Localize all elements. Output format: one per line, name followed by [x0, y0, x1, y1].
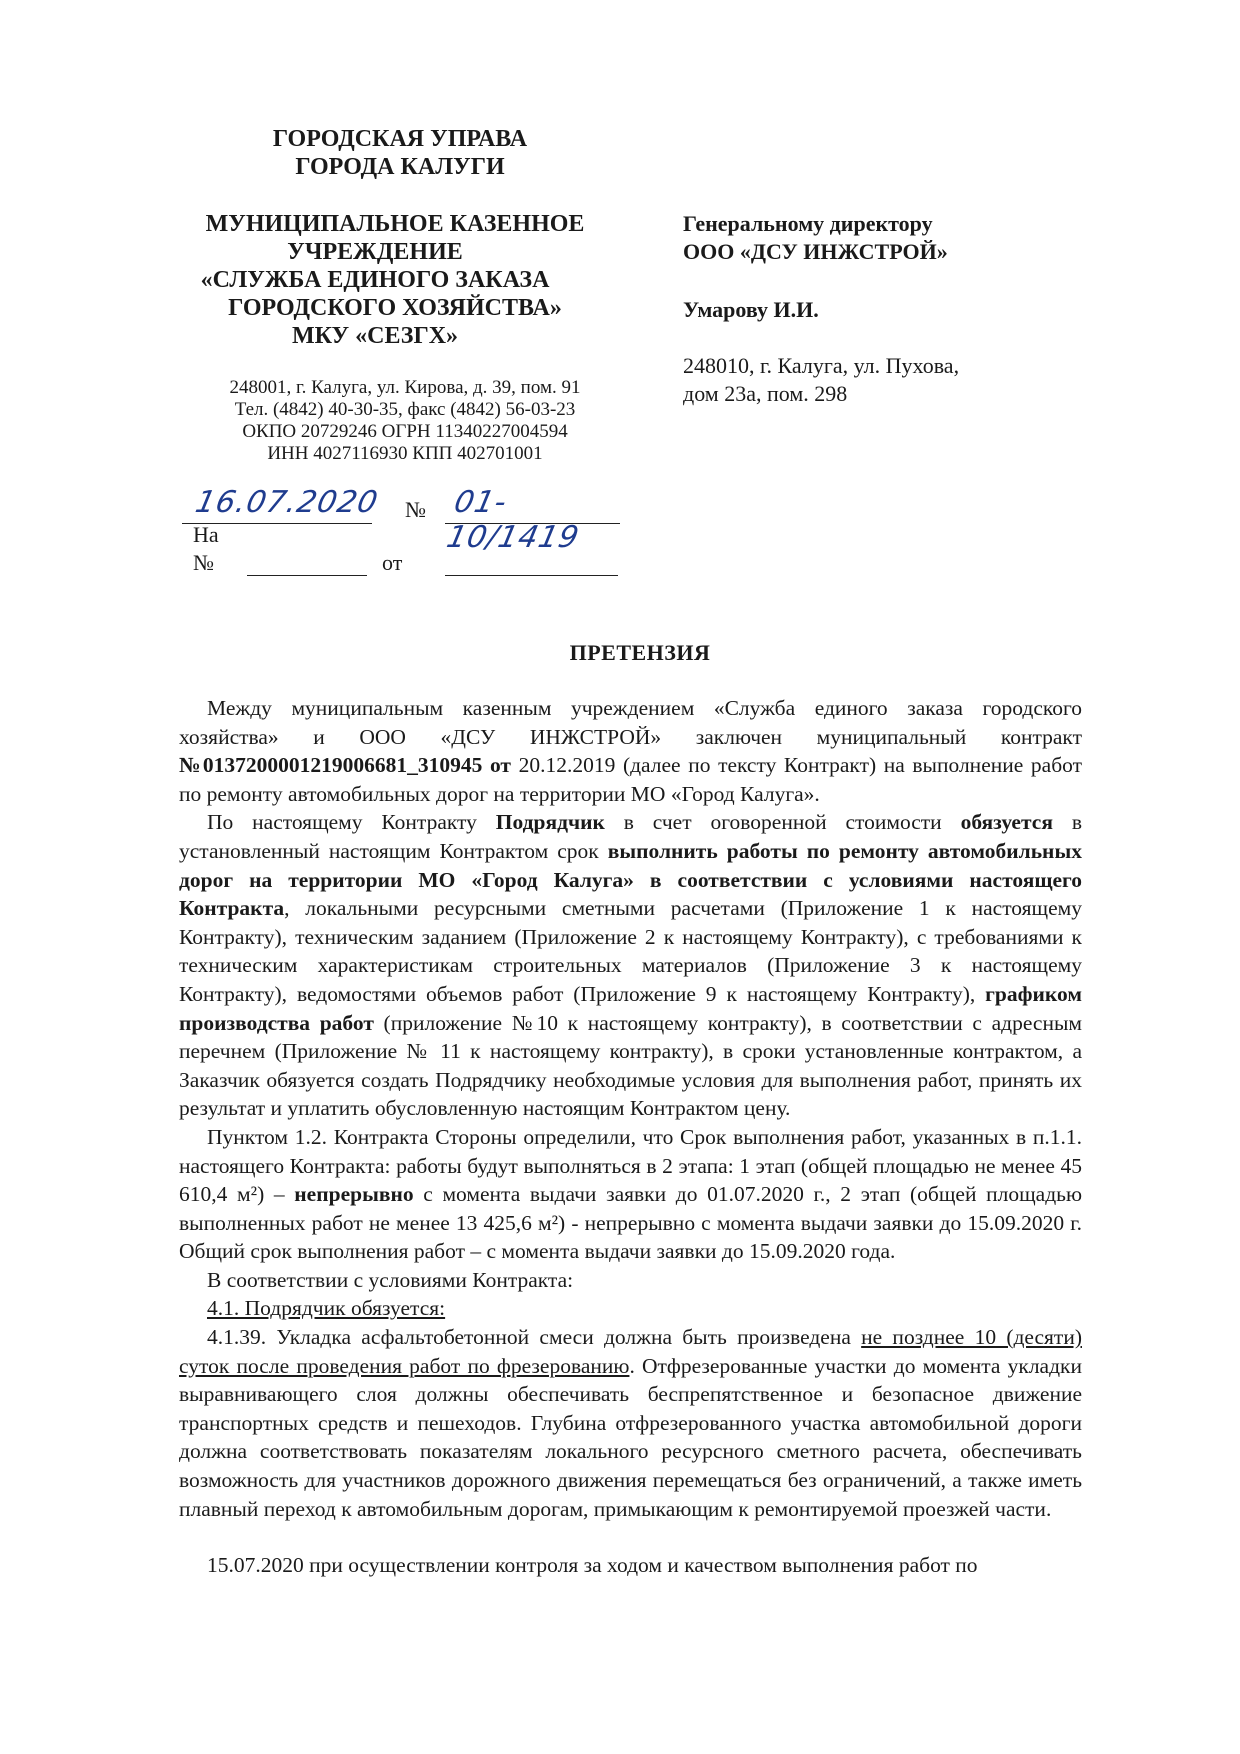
number-field [443, 485, 620, 555]
bold-run: Подрядчик [495, 810, 605, 835]
paragraph-clause-4-1-39 [179, 1323, 1082, 1523]
reply-number-label: № [193, 550, 214, 575]
recipient-name: Умарову И.И. [683, 297, 819, 322]
org-line: ГОРОДСКОГО ХОЗЯЙСТВА» [228, 295, 562, 321]
text-run: Между муниципальным казенным учреждением «Служба единого заказа городского хозяйства» и ООО «ДСУ ИНЖСТРОЙ» заключен муниципальный контракт [179, 696, 1082, 749]
document-body [179, 694, 1082, 1580]
text-run: . Отфрезерованные участки до момента укладки выравнивающего слоя должны обеспечивать беспрепятственное и безопасное движение транспортных средств и пешеходов. Глубина отфрезерованного участка автомобильной дороги должна соответствовать показателям локального ресурсного сметного расчета, обеспечивать возможность для участников дорожного движения перемещаться без ограничений, а также иметь плавный переход к автомобильным дорогам, примыкающим к ремонтируемой проезжей части. [179, 1353, 1082, 1521]
authority-line: ГОРОДА КАЛУГИ [295, 154, 505, 180]
contact-line: Тел. (4842) 40-30-35, факс (4842) 56-03-23 [234, 399, 576, 420]
sender-contacts [180, 377, 630, 465]
recipient-address-line: дом 23а, пом. 298 [683, 381, 848, 406]
authority-line: ГОРОДСКАЯ УПРАВА [272, 126, 528, 152]
recipient-company: ООО «ДСУ ИНЖСТРОЙ» [683, 239, 948, 264]
paragraph-inspection: 15.07.2020 при осуществлении контроля за ходом и качеством выполнения работ по [207, 1553, 978, 1578]
paragraph-conditions-intro: В соответствии с условиями Контракта: [207, 1267, 574, 1292]
paragraph-obligations [179, 808, 1082, 1123]
handwritten-date: 16.07.2020 [192, 485, 382, 520]
text-run: 4.1.39. Укладка асфальтобетонной смеси должна быть произведена [207, 1325, 862, 1350]
paragraph-clause-heading [179, 1294, 1082, 1323]
org-line: МУНИЦИПАЛЬНОЕ КАЗЕННОЕ [205, 211, 585, 237]
text-run: в счет оговоренной стоимости [604, 810, 961, 835]
reply-date-blank [445, 553, 618, 576]
org-line: «СЛУЖБА ЕДИНОГО ЗАКАЗА [200, 267, 550, 293]
org-line: МКУ «СЕЗГХ» [291, 323, 459, 349]
contact-line: 248001, г. Калуга, ул. Кирова, д. 39, пом. 91 [229, 377, 581, 398]
document-title: ПРЕТЕНЗИЯ [569, 640, 711, 665]
number-sign: № [405, 497, 426, 522]
organization-heading [170, 210, 620, 350]
recipient-block [683, 210, 1083, 408]
bold-run: обязуется [960, 810, 1053, 835]
contact-line: ИНН 4027116930 КПП 402701001 [267, 443, 543, 464]
handwritten-number: 01-10/1419 [443, 485, 583, 555]
authority-heading [200, 125, 600, 181]
clause-heading: 4.1. Подрядчик обязуется: [207, 1296, 446, 1321]
text-run: 20.12.2019 (далее по тексту Контракт) на выполнение работ по ремонту автомобильных дорог на территории МО «Город Калуга». [179, 753, 1082, 806]
underlined-run: не позднее 10 (десяти) суток после проведения работ по фрезерованию [179, 1325, 1082, 1378]
bold-run: непрерывно [294, 1182, 414, 1207]
contact-line: ОКПО 20729246 ОГРН 11340227004594 [242, 421, 568, 442]
bold-run: графиком производства работ [179, 981, 1082, 1035]
date-field [182, 485, 382, 524]
bold-run: выполнить работы по ремонту автомобильных дорог на территории МО «Город Калуга» в соответствии с условиями настоящего Контракта [179, 838, 1082, 921]
text-run: в установленный настоящим Контрактом срок [179, 810, 1083, 863]
reply-to-label: На [193, 522, 219, 547]
text-run: с момента выдачи заявки до 01.07.2020 г., 2 этап (общей площадью выполненных работ не менее 13 425,6 м²) - непрерывно с момента выдачи заявки до 15.09.2020 г. Общий срок выполнения работ – с момента выдачи заявки до 15.09.2020 года. [179, 1182, 1083, 1264]
contract-number: №0137200001219006681_310945 от [179, 753, 511, 778]
reply-from-label: от [382, 550, 403, 575]
text-run: , локальными ресурсными сметными расчетами (Приложение 1 к настоящему Контракту), техническим заданием (Приложение 2 к настоящему Контракту), с требованиями к техническим характеристикам строительных материалов (Приложение 3 к настоящему Контракту), ведомостями объемов работ (Приложение 9 к настоящему Контракту), [179, 896, 1082, 1006]
recipient-position: Генеральному директору [683, 211, 933, 236]
paragraph-deadlines [179, 1123, 1082, 1266]
recipient-address-line: 248010, г. Калуга, ул. Пухова, [683, 353, 960, 378]
text-run: Пунктом 1.2. Контракта Стороны определили, что Срок выполнения работ, указанных в п.1.1. настоящего Контракта: работы будут выполняться в 2 этапа: 1 этап (общей площадью не менее 45 610,4 м²) – [179, 1124, 1082, 1207]
org-line: УЧРЕЖДЕНИЕ [287, 239, 463, 265]
reply-number-blank [247, 553, 367, 576]
text-run: (приложение №10 к настоящему контракту), в соответствии с адресным перечнем (Приложение № 11 к настоящему контракту), в сроки установленные контрактом, а Заказчик обязуется создать Подрядчику необходимые условия для выполнения работ, принять их результат и уплатить обусловленную настоящим Контрактом цену. [179, 1010, 1082, 1121]
text-run: По настоящему Контракту [207, 810, 496, 835]
paragraph-contract [179, 694, 1082, 808]
